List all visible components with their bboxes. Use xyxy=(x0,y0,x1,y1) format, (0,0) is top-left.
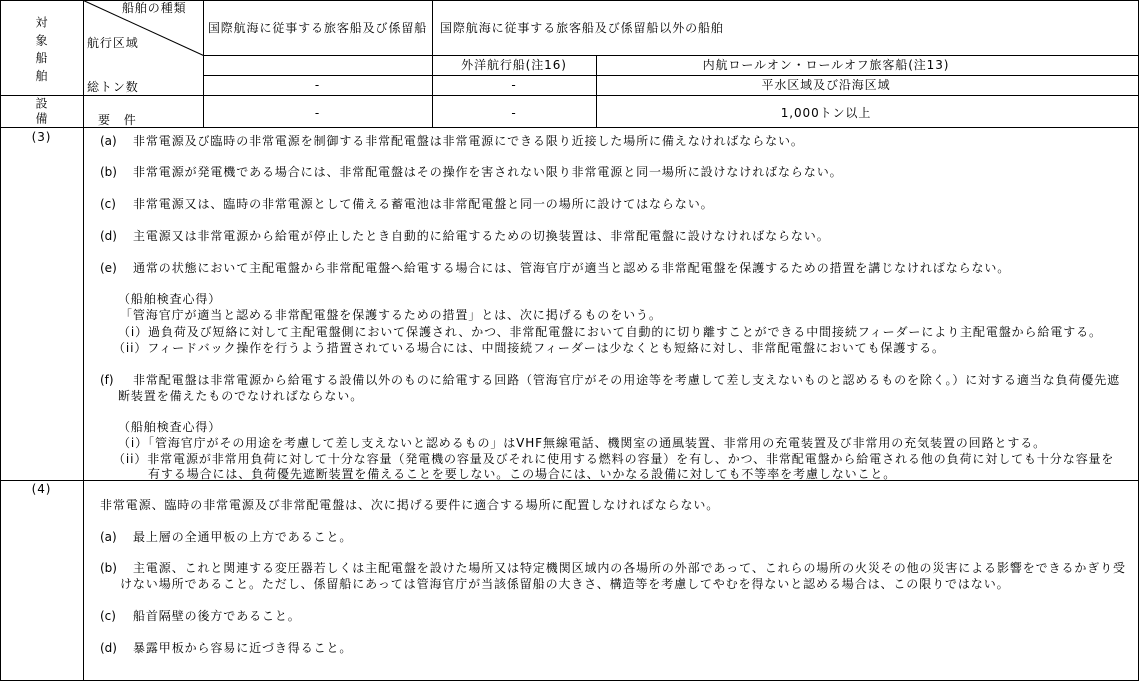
item-label: （i） xyxy=(118,436,149,450)
guidance-1-item-ii xyxy=(113,341,945,355)
item-text: 過負荷及び短絡に対して主配電盤側において保護され、かつ、非常配電盤において自動的に切り離すことができる中間接続フィーダーにより主配電盤から給電する。 xyxy=(148,325,1102,339)
row4-item-b xyxy=(100,561,1126,575)
item-label: (d) xyxy=(100,641,117,655)
item-label: (b) xyxy=(100,165,117,179)
guidance-2-item-ii-continuation: 有する場合には、負荷優先遮断装置を備えることを要しない。この場合には、いかなる設備に対しても不等率を考慮しないこと。 xyxy=(148,467,897,481)
item-label: (d) xyxy=(100,229,117,243)
item-text: 主電源又は非常電源から給電が停止したとき自動的に給電するための切換装置は、非常配電盤に設けなければならない。 xyxy=(133,229,830,243)
item-label: (e) xyxy=(100,261,117,275)
item-text: 最上層の全通甲板の上方であること。 xyxy=(133,530,353,544)
item-label: （ii） xyxy=(113,341,148,355)
row3-item-a xyxy=(100,134,804,148)
item-text: 「管海官庁がその用途を考慮して差し支えないと認めるもの」はVHF無線電話、機関室の通風装置、非常用の充電装置及び非常用の充気装置の回路とする。 xyxy=(148,436,1047,450)
item-text: 主電源、これと関連する変圧器若しくは主配電盤を設けた場所又は特定機関区域内の各場所の外部であって、これらの場所の火災その他の災害による影響をできるかぎり受 xyxy=(133,561,1126,575)
guidance-1-title: （船舶検査心得） xyxy=(118,292,222,306)
guidance-2-item-i xyxy=(118,436,1046,450)
international-ships-header: 国際航海に従事する旅客船及び係留船 xyxy=(207,21,428,35)
equipment-label: 設備 xyxy=(34,97,48,127)
domestic-roro-header: 内航ロールオン・ロールオフ旅客船(注13) xyxy=(702,58,950,72)
item-text: 通常の状態において主配電盤から非常配電盤へ給電する場合には、管海官庁が適当と認める非常配電盤を保護するための措置を講じなければならない。 xyxy=(133,261,1011,275)
ship-type-label: 船舶の種類 xyxy=(122,1,187,15)
item-text: 非常電源が発電機である場合には、非常配電盤はその操作を害されない限り非常電源と同一場所に設けなければならない。 xyxy=(133,165,843,179)
international-navigation-area: - xyxy=(314,78,321,92)
domestic-roro-navigation-area: 平水区域及び沿海区域 xyxy=(761,78,891,92)
row3-item-c xyxy=(100,197,714,211)
guidance-1-intro: 「管海官庁が適当と認める非常配電盤を保護するための措置」とは、次に掲げるものをいう。 xyxy=(120,308,662,322)
row-number-3: (3) xyxy=(31,130,52,144)
row3-item-e xyxy=(100,261,1010,275)
item-label: (a) xyxy=(100,530,117,544)
row3-item-f-continuation: 断装置を備えたものでなければならない。 xyxy=(118,389,364,403)
ocean-going-header: 外洋航行船(注16) xyxy=(461,58,567,72)
item-text: フィードバック操作を行うよう措置されている場合には、中間接続フィーダーは少なくとも短絡に対し、非常配電盤においても保護する。 xyxy=(147,341,945,355)
ocean-going-gross-tonnage: - xyxy=(511,106,517,120)
gross-tonnage-label: 総トン数 xyxy=(87,80,139,94)
row4-item-b-continuation: けない場所であること。ただし、係留船にあっては管海官庁が当該係留船の大きさ、構造等を考慮してやむを得ないと認める場合は、この限りではない。 xyxy=(120,577,1010,591)
guidance-2-title: （船舶検査心得） xyxy=(118,420,222,434)
item-label: (a) xyxy=(100,134,117,148)
item-label: (c) xyxy=(100,197,116,211)
item-text: 非常電源が非常用負荷に対して十分な容量（発電機の容量及びそれに使用する燃料の容量）を有し、かつ、非常配電盤から給電される他の負荷に対しても十分な容量を xyxy=(147,452,1115,466)
item-label: （i） xyxy=(118,325,149,339)
row4-item-c xyxy=(100,609,301,623)
item-label: (c) xyxy=(100,609,116,623)
international-gross-tonnage: - xyxy=(314,106,321,120)
item-label: (b) xyxy=(100,561,117,575)
item-text: 暴露甲板から容易に近づき得ること。 xyxy=(133,641,353,655)
navigation-area-label: 航行区域 xyxy=(87,36,139,50)
row4-item-a xyxy=(100,530,352,544)
guidance-2-item-ii xyxy=(113,452,1114,466)
item-label: （ii） xyxy=(113,452,148,466)
ocean-going-navigation-area: - xyxy=(511,78,517,92)
row3-item-d xyxy=(100,229,830,243)
row4-item-d xyxy=(100,641,352,655)
item-text: 船首隔壁の後方であること。 xyxy=(133,609,301,623)
domestic-roro-gross-tonnage: 1,000トン以上 xyxy=(780,106,872,120)
guidance-1-item-i xyxy=(118,325,1102,339)
item-text: 非常電源又は、臨時の非常電源として備える蓄電池は非常配電盤と同一の場所に設けてはならない。 xyxy=(133,197,714,211)
item-label: (f) xyxy=(100,373,114,387)
row4-intro: 非常電源、臨時の非常電源及び非常配電盤は、次に掲げる要件に適合する場所に配置しなければならない。 xyxy=(100,498,720,512)
item-text: 非常電源及び臨時の非常電源を制御する非常配電盤は非常電源にできる限り近接した場所に備えなければならない。 xyxy=(133,134,804,148)
row-number-4: (4) xyxy=(31,482,52,496)
requirement-label: 要 件 xyxy=(98,113,137,127)
target-ship-label: 対象船舶 xyxy=(34,16,48,88)
row3-item-b xyxy=(100,165,843,179)
item-text: 非常配電盤は非常電源から給電する設備以外のものに給電する回路（管海官庁がその用途等を考慮して差し支えないものと認めるものを除く。）に対する適当な負荷優先遮 xyxy=(133,373,1121,387)
row3-item-f xyxy=(100,373,1120,387)
non-international-ships-header: 国際航海に従事する旅客船及び係留船以外の船舶 xyxy=(440,21,724,35)
